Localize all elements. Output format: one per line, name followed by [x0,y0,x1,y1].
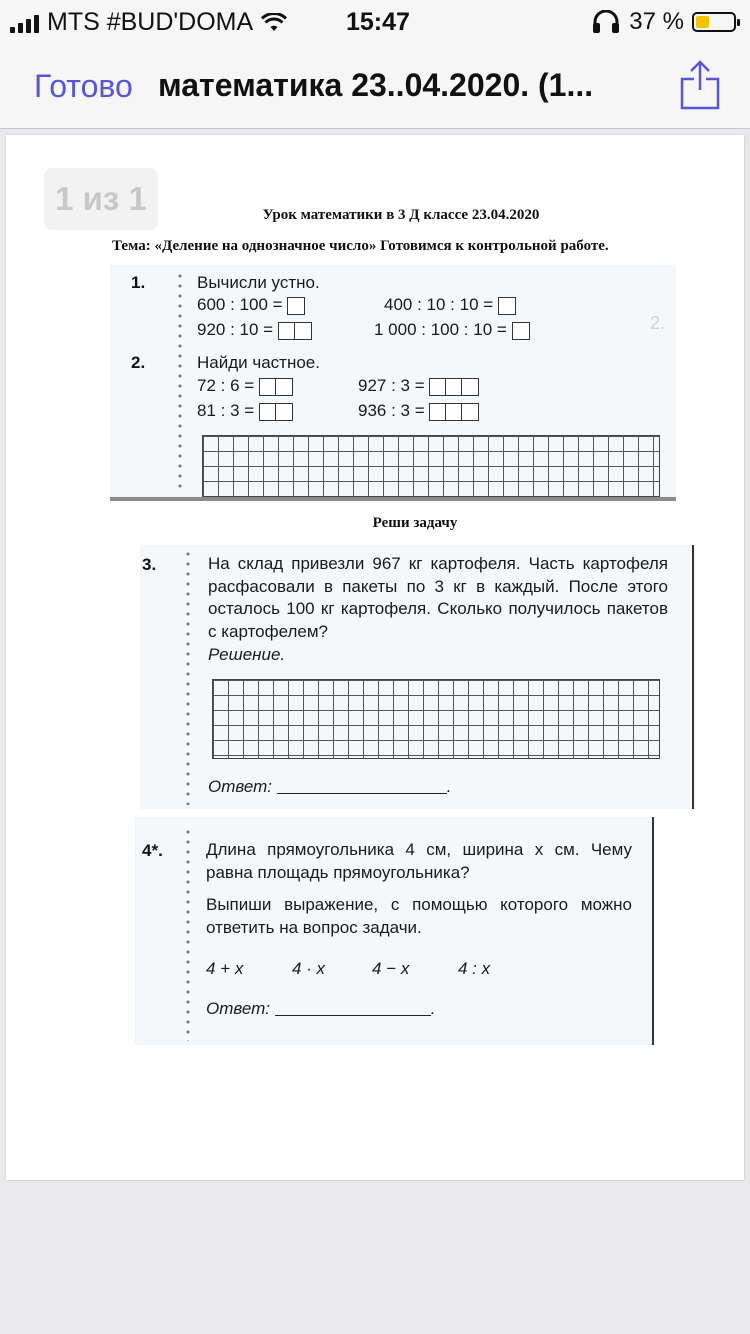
battery-fill [696,16,709,28]
signal-icon [10,13,39,33]
task-text: На склад привезли 967 кг картофеля. Часть картофеля расфасовали в пакеты по 3 кг в каждый. После этого осталось 100 кг картофеля. Сколько получилось пакетов с картофелем? [208,554,668,641]
battery-percent: 37 % [629,8,684,35]
section-title: Реши задачу [372,515,458,531]
expression: 920 : 10 = [197,320,312,340]
lesson-title: Урок математики в 3 Д классе 23.04.2020 [262,207,540,223]
option[interactable]: 4 − x [372,959,410,978]
page-indicator: 1 из 1 [44,168,158,230]
task-heading: Найди частное. [197,353,320,372]
battery-icon [692,12,736,32]
carrier-name: MTS #BUD'DOMA [47,8,254,36]
clock: 15:47 [346,8,410,36]
document-page[interactable] [6,135,744,1180]
answer-box[interactable] [429,403,479,421]
scan-edge [110,497,676,501]
answer-box[interactable] [287,297,305,315]
scan-edge [652,817,654,1045]
task-number: 1. [131,273,146,292]
task-text: Выпиши выражение, с помощью которого можно ответить на вопрос задачи. [206,895,632,937]
headphones-icon [591,10,621,34]
status-bar [0,0,750,44]
option[interactable]: 4 : x [458,959,491,978]
expression: 72 : 6 = [197,376,293,396]
status-right [591,8,736,36]
expression: 600 : 100 = [197,295,305,315]
task-heading: Вычисли устно. [197,273,320,292]
answer-box[interactable] [259,378,293,396]
worksheet-scan-task-3 [140,545,696,809]
answer-box[interactable] [498,297,516,315]
solution-grid [212,679,660,759]
expression: 1 000 : 100 : 10 = [374,320,530,340]
answer-line[interactable] [275,1015,431,1016]
answer-row: Ответ: . [206,999,436,1018]
bleed-through-text: 2. [650,313,666,333]
binding-dots [186,827,190,1041]
worksheet-scan-task-4 [134,817,654,1045]
grid-area [202,435,660,497]
expression: 936 : 3 = [358,401,479,421]
solution-label: Решение. [208,645,286,664]
answer-box[interactable] [278,322,312,340]
document-title: математика 23..04.2020. (1... [158,67,594,103]
option[interactable]: 4 · x [292,959,326,978]
expression: 81 : 3 = [197,401,293,421]
option[interactable]: 4 + x [206,959,244,978]
carrier-group [10,8,287,37]
answer-line[interactable] [277,793,447,794]
navigation-bar [0,44,750,129]
expression: 400 : 10 : 10 = [384,295,516,315]
share-icon[interactable] [680,58,720,110]
lesson-theme: Тема: «Деление на однозначное число» Готовимся к контрольной работе. [112,238,609,254]
task-number: 2. [131,353,146,372]
answer-box[interactable] [259,403,293,421]
expression: 927 : 3 = [358,376,479,396]
answer-box[interactable] [512,322,530,340]
answer-row: Ответ: . [208,777,452,796]
task-number: 3. [142,555,157,574]
binding-dots [186,549,190,805]
wifi-icon [261,13,287,33]
binding-dots [178,271,182,493]
done-button[interactable]: Готово [34,68,133,104]
scan-edge [692,545,694,809]
task-number: 4*. [142,841,163,860]
task-text: Длина прямоугольника 4 см, ширина x см. Чему равна площадь прямоугольника? [206,840,632,882]
answer-box[interactable] [429,378,479,396]
worksheet-scan-tasks-1-2 [110,265,676,501]
